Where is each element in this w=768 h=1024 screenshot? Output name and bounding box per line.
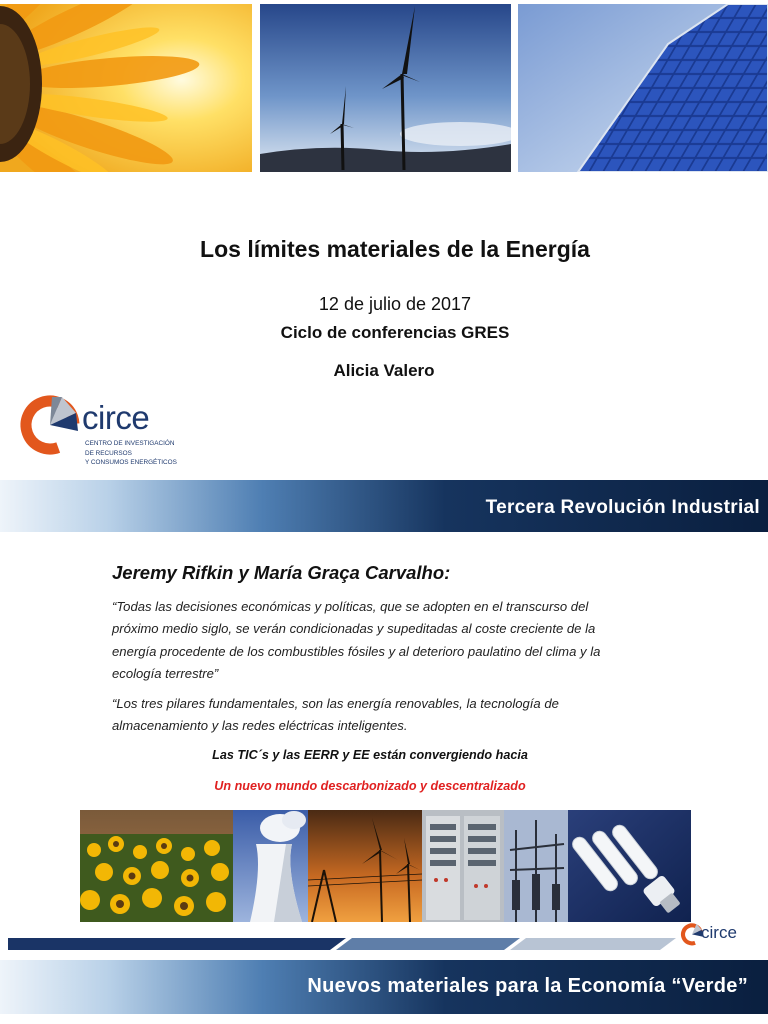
section-heading: Jeremy Rifkin y María Graça Carvalho: bbox=[112, 562, 451, 583]
quote-paragraph: “Todas las decisiones económicas y políticas, que se adopten en el transcurso del próximo medio siglo, se verán condicionadas y supeditadas al coste creciente de la energía procedente de los combustibles fósiles y al deterioro paulatino del clima y la ecología terrestre” bbox=[112, 599, 601, 682]
logo-subtitle-line: Y CONSUMOS ENERGÉTICOS bbox=[85, 459, 177, 466]
section-banner bbox=[0, 960, 768, 1014]
wind-turbine-sunset-image bbox=[308, 810, 422, 922]
energy-photo-collage bbox=[80, 810, 691, 922]
electrical-substation-image bbox=[504, 810, 568, 922]
callout-text: Las TIC´s y las EERR y EE están convergiendo hacia bbox=[212, 748, 528, 762]
logo-wordmark: circe bbox=[82, 399, 150, 436]
circe-logo bbox=[18, 391, 188, 471]
logo-subtitle-line: CENTRO DE INVESTIGACIÓN bbox=[85, 440, 175, 447]
wind-turbine-photo bbox=[260, 4, 511, 172]
presentation-title: Los límites materiales de la Energía bbox=[200, 236, 590, 262]
logo-subtitle bbox=[85, 439, 195, 468]
section-banner-title: Nuevos materiales para la Economía “Verde” bbox=[307, 975, 748, 997]
sunflower-photo bbox=[0, 4, 252, 172]
decorative-stripes bbox=[0, 932, 768, 954]
circe-logo-small bbox=[680, 920, 760, 954]
header-photo-strip bbox=[0, 4, 768, 172]
logo-subtitle-line: DE RECURSOS bbox=[85, 449, 132, 457]
logo-wordmark: circe bbox=[701, 923, 737, 942]
solar-panel-photo bbox=[518, 4, 768, 172]
conference-cycle: Ciclo de conferencias GRES bbox=[280, 323, 510, 342]
author-name: Alicia Valero bbox=[333, 361, 435, 380]
section-banner bbox=[0, 480, 768, 532]
section-banner-title: Tercera Revolución Industrial bbox=[485, 497, 760, 518]
circe-logo-mark-icon bbox=[18, 391, 82, 457]
control-room-image bbox=[422, 810, 504, 922]
presentation-date: 12 de julio de 2017 bbox=[318, 294, 472, 314]
cooling-tower-image bbox=[233, 810, 308, 922]
sunflower-field-image bbox=[80, 810, 233, 922]
energy-saving-bulb-image bbox=[568, 810, 691, 922]
callout-highlight: Un nuevo mundo descarbonizado y descentralizado bbox=[214, 779, 526, 793]
quote-paragraph: “Los tres pilares fundamentales, son las energía renovables, la tecnología de almacenamiento y las redes eléctricas inteligentes. bbox=[112, 696, 559, 734]
